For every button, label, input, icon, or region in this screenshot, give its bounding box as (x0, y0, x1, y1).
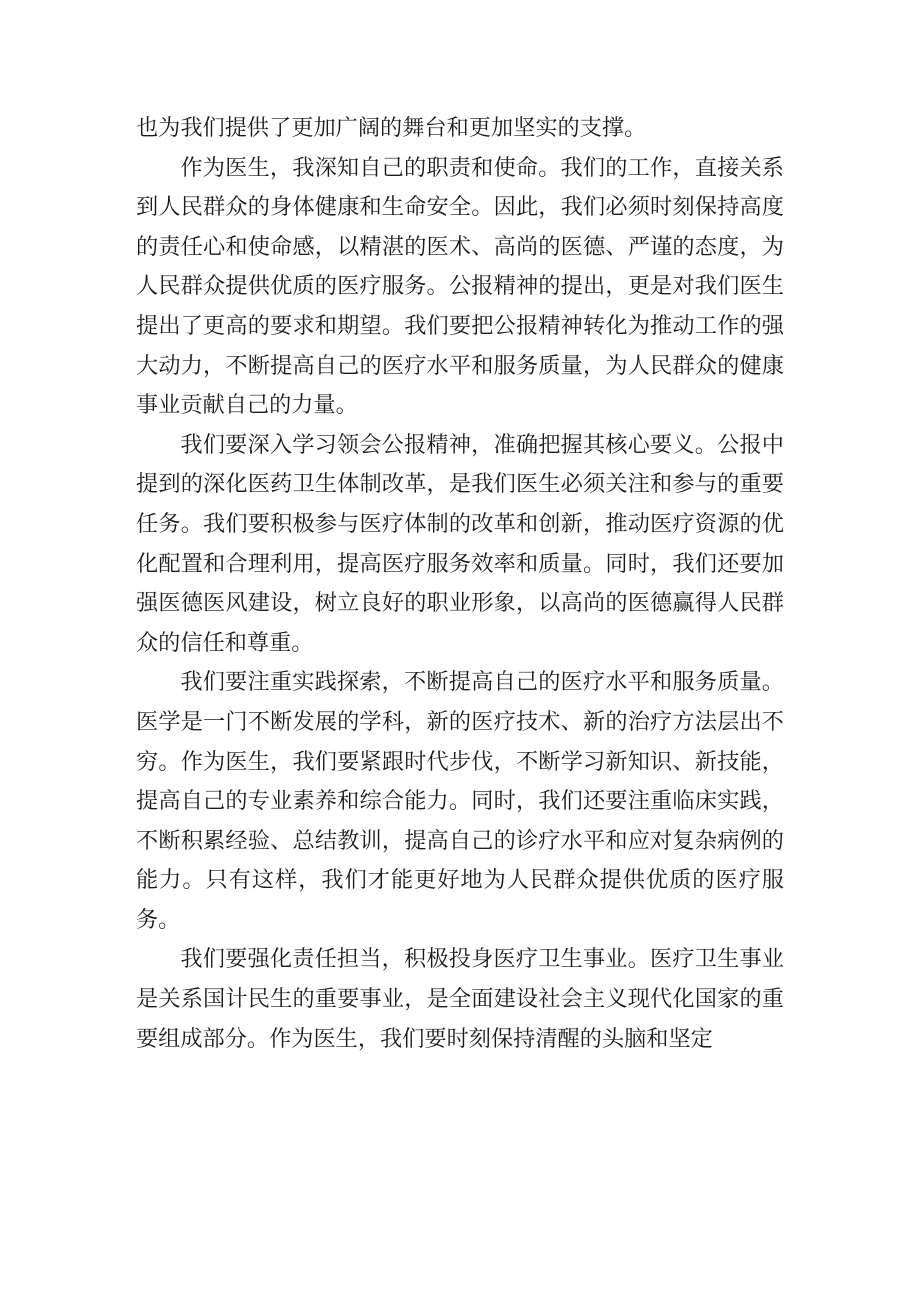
paragraph-practice-exploration: 我们要注重实践探索，不断提高自己的医疗水平和服务质量。医学是一门不断发展的学科，新的医疗技术、新的治疗方法层出不穷。作为医生，我们要紧跟时代步伐，不断学习新知识、新技能，提高自己的专业素养和综合能力。同时，我们还要注重临床实践，不断积累经验、总结教训，提高自己的诊疗水平和应对复杂病例的能力。只有这样，我们才能更好地为人民群众提供优质的医疗服务。 (136, 669, 784, 933)
paragraph-responsibility: 我们要强化责任担当，积极投身医疗卫生事业。医疗卫生事业是关系国计民生的重要事业，是全面建设社会主义现代化国家的重要组成部分。作为医生，我们要时刻保持清醒的头脑和坚定 (136, 946, 784, 1052)
paragraph-doctor-duty: 作为医生，我深知自己的职责和使命。我们的工作，直接关系到人民群众的身体健康和生命安全。因此，我们必须时刻保持高度的责任心和使命感，以精湛的医术、高尚的医德、严谨的态度，为人民群众提供优质的医疗服务。公报精神的提出，更是对我们医生提出了更高的要求和期望。我们要把公报精神转化为推动工作的强大动力，不断提高自己的医疗水平和服务质量，为人民群众的健康事业贡献自己的力量。 (136, 154, 784, 419)
paragraph-continued: 也为我们提供了更加广阔的舞台和更加坚实的支撑。 (136, 115, 647, 141)
body-text (136, 109, 784, 1059)
paragraph-study-communique: 我们要深入学习领会公报精神，准确把握其核心要义。公报中提到的深化医药卫生体制改革，是我们医生必须关注和参与的重要任务。我们要积极参与医疗体制的改革和创新，推动医疗资源的优化配置和合理利用，提高医疗服务效率和质量。同时，我们还要加强医德医风建设，树立良好的职业形象，以高尚的医德赢得人民群众的信任和尊重。 (136, 431, 784, 656)
